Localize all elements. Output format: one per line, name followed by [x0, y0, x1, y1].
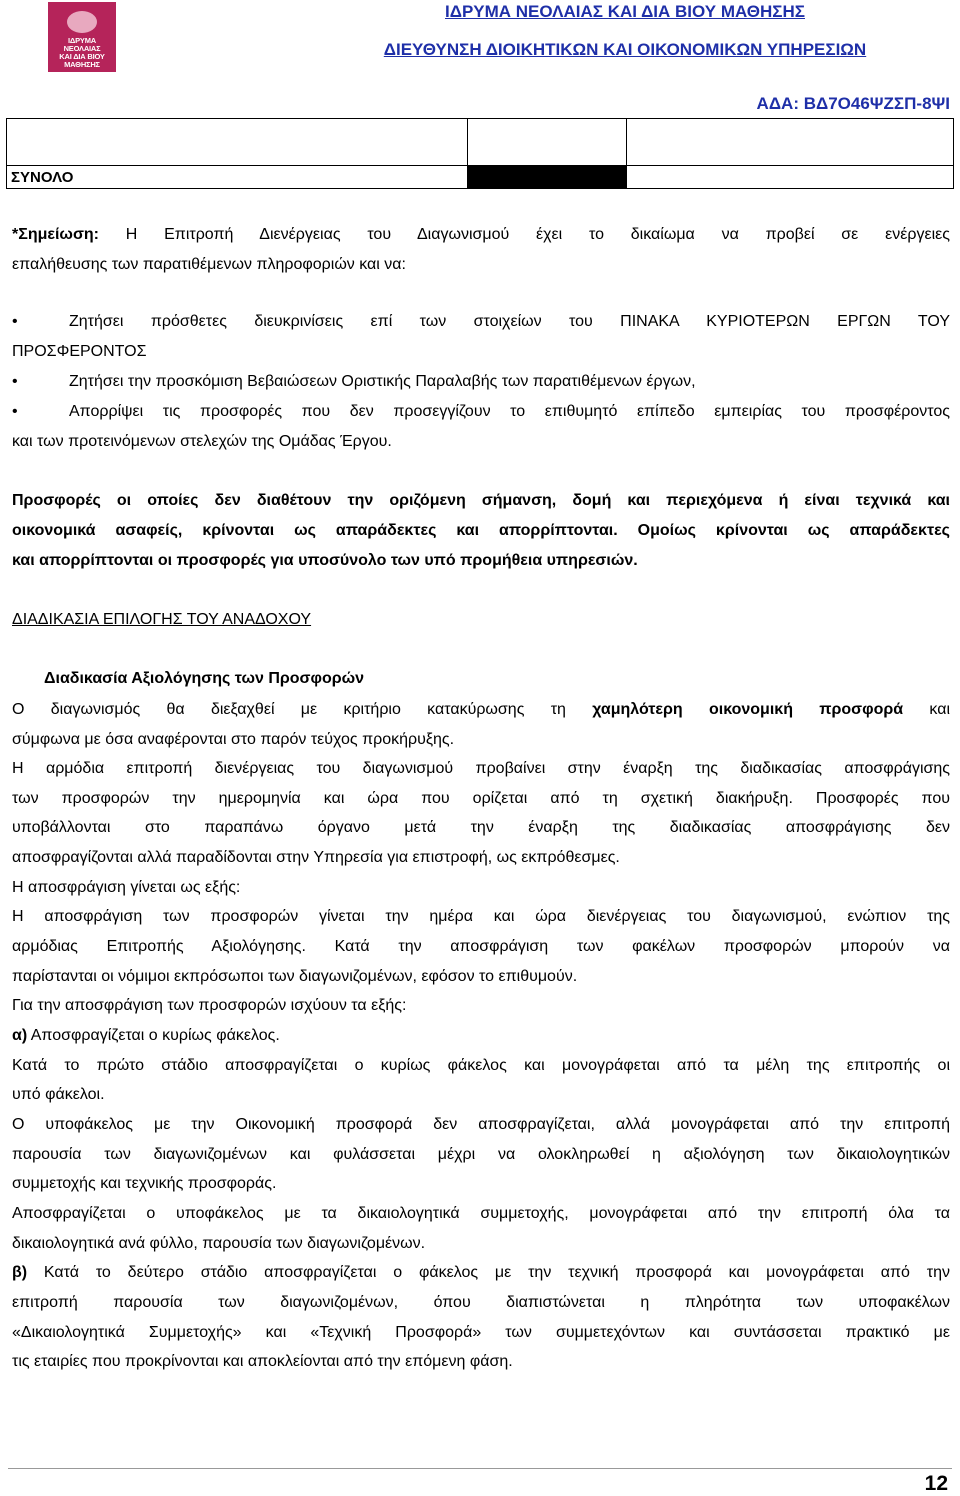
- total-label: ΣΥΝΟΛΟ: [7, 166, 468, 189]
- body-line-3: Η αρμόδια επιτροπή διενέργειας του διαγωνισμού προβαίνει στην έναρξη της διαδικασίας αποσφράγισης: [12, 760, 950, 777]
- total-row: [7, 166, 954, 189]
- total-cell-redacted: [468, 166, 627, 189]
- logo-head-icon: [67, 11, 97, 33]
- body-line-16: παρουσία των διαγωνιζομένων και φυλάσσεται μέχρι να ολοκληρωθεί η αξιολόγηση των δικαιολογητικών: [12, 1146, 950, 1163]
- logo-text-1: ΙΔΡΥΜΑ: [68, 36, 96, 45]
- bold-para-line-1: Προσφορές οι οποίες δεν διαθέτουν την οριζόμενη σήμανση, δομή και περιεχόμενα ή είναι τεχνικά και: [12, 492, 950, 509]
- bullet-item-3: • Απορρίψει τις προσφορές που δεν προσεγγίζουν το επιθυμητό επίπεδο εμπειρίας του προσφέροντος: [12, 397, 950, 427]
- summary-table: [6, 118, 954, 189]
- note-line-2: επαλήθευσης των παρατιθέμενων πληροφοριών και να:: [12, 256, 406, 273]
- body-line-6: αποσφραγίζονται αλλά παραδίδονται στην Υπηρεσία για επιστροφή, ως εκπρόθεσμες.: [12, 849, 620, 866]
- bullet-item-1: • Ζητήσει πρόσθετες διευκρινίσεις επί των στοιχείων του ΠΙΝΑΚΑ ΚΥΡΙΟΤΕΡΩΝ ΕΡΓΩΝ ΤΟΥ: [12, 307, 950, 337]
- bullet-1-line-2: ΠΡΟΣΦΕΡΟΝΤΟΣ: [12, 343, 147, 360]
- body-line-5: υποβάλλονται στο παραπάνω όργανο μετά την έναρξη της διαδικασίας αποσφράγισης δεν: [12, 819, 950, 836]
- subsection-title: Διαδικασία Αξιολόγησης των Προσφορών: [44, 670, 365, 687]
- body-line-18: Αποσφραγίζεται ο υποφάκελος με τα δικαιολογητικά συμμετοχής, μονογράφεται από την επιτροπή όλα τα: [12, 1205, 950, 1222]
- bold-para-line-3: και απορρίπτονται οι προσφορές για υποσύνολο των υπό προμήθεια υπηρεσιών.: [12, 552, 638, 569]
- bullet-item-2: • Ζητήσει την προσκόμιση Βεβαιώσεων Οριστικής Παραλαβής των παρατιθέμενων έργων,: [12, 367, 950, 397]
- note-label: *Σημείωση:: [12, 226, 99, 243]
- bold-para-line-2: οικονομικά ασαφείς, κρίνονται ως απαράδεκτες και απορρίπτονται. Ομοίως κρίνονται ως απαράδεκτες: [12, 522, 950, 539]
- body-line-12: α) Αποσφραγίζεται ο κυρίως φάκελος.: [12, 1027, 280, 1044]
- bullet-3-line-2: και των προτεινόμενων στελεχών της Ομάδας Έργου.: [12, 433, 392, 450]
- body-line-10: παρίστανται οι νόμιμοι εκπρόσωποι των διαγωνιζομένων, εφόσον το επιθυμούν.: [12, 968, 578, 985]
- body-line-22: «Δικαιολογητικά Συμμετοχής» και «Τεχνική Προσφορά» των συμμετεχόντων και συντάσσεται πρακτικό με: [12, 1324, 950, 1341]
- foundation-logo: [48, 2, 116, 72]
- section-title: ΔΙΑΔΙΚΑΣΙΑ ΕΠΙΛΟΓΗΣ ΤΟΥ ΑΝΑΔΟΧΟΥ: [12, 611, 312, 628]
- body-line-14: υπό φάκελοι.: [12, 1086, 105, 1103]
- page-number: 12: [924, 1472, 948, 1495]
- body-line-13: Κατά το πρώτο στάδιο αποσφραγίζεται ο κυρίως φάκελος και μονογράφεται από τα μέλη της επιτροπής οι: [12, 1057, 950, 1074]
- body-line-21: επιτροπή παρουσία των διαγωνιζομένων, όπου διαπιστώνεται η πληρότητα των υποφακέλων: [12, 1294, 950, 1311]
- logo-text-2: ΝΕΟΛΑΙΑΣ: [63, 44, 101, 53]
- logo-text-4: ΜΑΘΗΣΗΣ: [64, 60, 100, 69]
- logo-text-3: ΚΑΙ ΔΙΑ ΒΙΟΥ: [59, 52, 105, 61]
- body-line-20: β) Κατά το δεύτερο στάδιο αποσφραγίζεται ο φάκελος με την τεχνική προσφορά και μονογράφεται από την: [12, 1264, 950, 1281]
- header-title-1: ΙΔΡΥΜΑ ΝΕΟΛΑΙΑΣ ΚΑΙ ΔΙΑ ΒΙΟΥ ΜΑΘΗΣΗΣ: [445, 2, 805, 21]
- body-line-23: τις εταιρίες που προκρίνονται και αποκλείονται από την επόμενη φάση.: [12, 1353, 513, 1370]
- body-line-7: Η αποσφράγιση γίνεται ως εξής:: [12, 879, 241, 896]
- body-line-4: των προσφορών την ημερομηνία και ώρα που ορίζεται από τη σχετική διακήρυξη. Προσφορές που: [12, 790, 950, 807]
- body-line-9: αρμόδιας Επιτροπής Αξιολόγησης. Κατά την αποσφράγιση των φακέλων προσφορών μπορούν να: [12, 938, 950, 955]
- ada-code: ΑΔΑ: ΒΔ7Ο46ΨΖΣΠ-8ΨΙ: [756, 94, 950, 113]
- body-line-8: Η αποσφράγιση των προσφορών γίνεται την ημέρα και ώρα διενέργειας του διαγωνισμού, ενώπιον της: [12, 908, 950, 925]
- bullet-icon: •: [12, 403, 18, 420]
- bullet-icon: •: [12, 313, 18, 330]
- body-line-2: σύμφωνα με όσα αναφέρονται στο παρόν τεύχος προκήρυξης.: [12, 731, 455, 748]
- header-title-2: ΔΙΕΥΘΥΝΣΗ ΔΙΟΙΚΗΤΙΚΩΝ ΚΑΙ ΟΙΚΟΝΟΜΙΚΩΝ ΥΠΗΡΕΣΙΩΝ: [383, 40, 867, 59]
- body-line-15: Ο υποφάκελος με την Οικονομική προσφορά δεν αποσφραγίζεται, αλλά μονογράφεται από την επιτροπή: [12, 1116, 950, 1133]
- body-line-11: Για την αποσφράγιση των προσφορών ισχύουν τα εξής:: [12, 997, 407, 1014]
- body-line-19: δικαιολογητικά ανά φύλλο, παρουσία των διαγωνιζομένων.: [12, 1235, 426, 1252]
- bullet-icon: •: [12, 373, 18, 390]
- note-line-1: *Σημείωση: Η Επιτροπή Διενέργειας του Διαγωνισμού έχει το δικαίωμα να προβεί σε ενέργειες: [12, 226, 950, 243]
- body-line-17: συμμετοχής και τεχνικής προσφοράς.: [12, 1175, 277, 1192]
- footer-divider: [8, 1468, 952, 1469]
- body-line-1: Ο διαγωνισμός θα διεξαχθεί με κριτήριο κατακύρωσης τη χαμηλότερη οικονομική προσφορά και: [12, 701, 950, 718]
- table-row: [7, 119, 954, 166]
